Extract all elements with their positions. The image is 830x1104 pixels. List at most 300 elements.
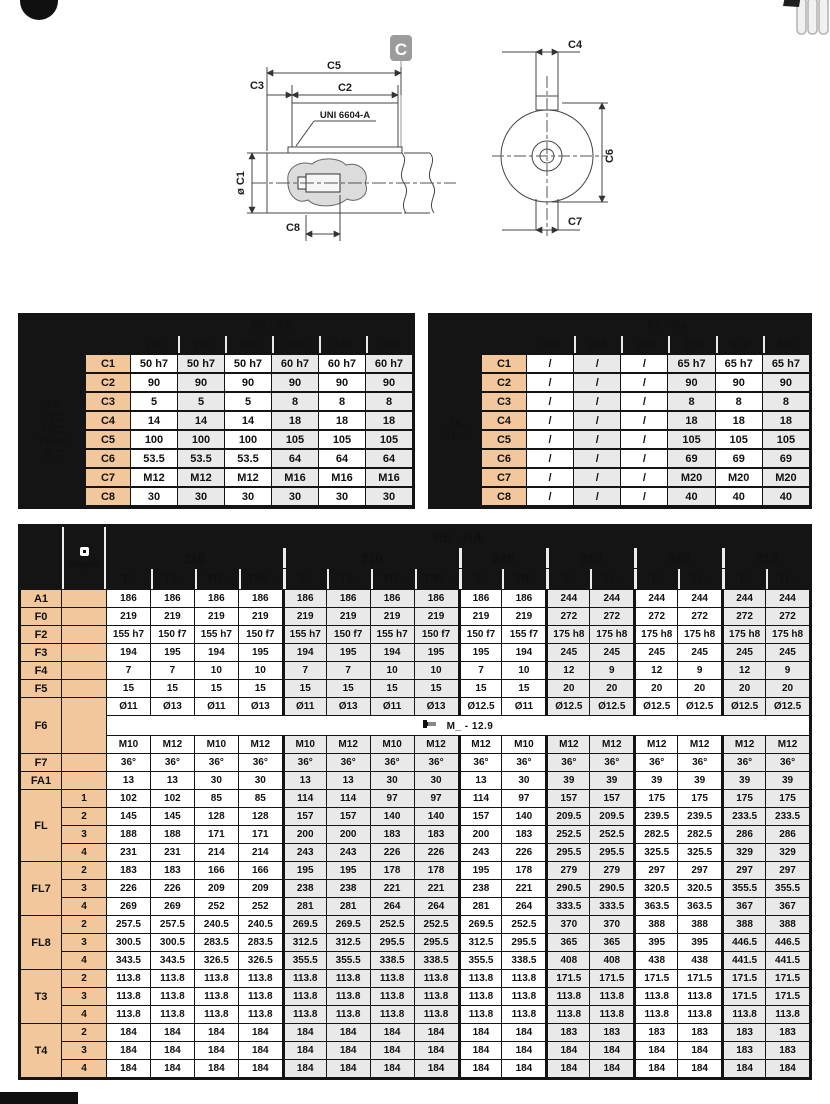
f6-note-cell: [107, 716, 809, 735]
value-cell: Ø13: [415, 698, 458, 715]
value-cell: 184: [151, 1060, 194, 1077]
value-cell: Ø11: [107, 698, 150, 715]
stage-cell: [62, 662, 106, 679]
value-cell: 441.5: [722, 952, 765, 969]
value-cell: 184: [239, 1042, 282, 1059]
stage-cell: [62, 590, 106, 607]
value-cell: 186: [459, 590, 502, 607]
value-cell: 10: [502, 662, 545, 679]
value-cell: 226: [107, 880, 150, 897]
value-cell: 13: [327, 772, 370, 789]
value-cell: 18: [272, 412, 318, 429]
value-cell: 184: [195, 1060, 238, 1077]
value-cell: 183: [107, 862, 150, 879]
value-cell: 14: [131, 412, 177, 429]
value-cell: 7: [107, 662, 150, 679]
value-cell: 113.8: [107, 1006, 150, 1023]
value-cell: 102: [107, 790, 150, 807]
value-cell: 40: [716, 488, 762, 505]
stage-cell: 2: [62, 862, 106, 879]
value-cell: 243: [327, 844, 370, 861]
value-cell: 9: [590, 662, 633, 679]
value-cell: 166: [239, 862, 282, 879]
value-cell: 184: [151, 1042, 194, 1059]
value-cell: 171.5: [722, 988, 765, 1005]
value-cell: 238: [327, 880, 370, 897]
value-cell: 183: [151, 862, 194, 879]
value-cell: 15: [107, 680, 150, 697]
value-cell: Ø13: [327, 698, 370, 715]
table-title: RE - RA: [131, 317, 412, 334]
value-cell: 184: [415, 1060, 458, 1077]
value-cell: 219: [371, 608, 414, 625]
value-cell: 36°: [151, 754, 194, 771]
value-cell: 184: [195, 1024, 238, 1041]
value-cell: 300.5: [151, 934, 194, 951]
value-cell: 219: [239, 608, 282, 625]
value-cell: 64: [272, 450, 318, 467]
value-cell: 13: [283, 772, 326, 789]
value-cell: 175 h8: [634, 626, 677, 643]
value-cell: 297: [634, 862, 677, 879]
value-cell: 100: [131, 431, 177, 448]
value-cell: 90: [225, 374, 271, 391]
value-cell: 219: [151, 608, 194, 625]
dim-label-c7: C7: [568, 216, 583, 228]
value-cell: 226: [502, 844, 545, 861]
value-cell: 113.8: [722, 1006, 765, 1023]
value-cell: 171.5: [766, 988, 809, 1005]
value-cell: 184: [502, 1060, 545, 1077]
value-cell: 157: [546, 790, 589, 807]
shaft-end-view-drawing: [472, 38, 657, 250]
value-cell: 370: [590, 916, 633, 933]
f6-note-text: M_ - 12.9: [446, 721, 494, 732]
size-column-header: 610: [366, 336, 412, 353]
value-cell: Ø13: [151, 698, 194, 715]
value-cell: 14: [178, 412, 224, 429]
value-cell: 195: [151, 644, 194, 661]
value-cell: Ø13: [239, 698, 282, 715]
value-cell: 184: [634, 1060, 677, 1077]
value-cell: 36°: [239, 754, 282, 771]
value-cell: 233.5: [766, 808, 809, 825]
value-cell: 184: [678, 1042, 721, 1059]
value-cell: 231: [151, 844, 194, 861]
main-table-element: [18, 524, 812, 1080]
value-cell: M16: [319, 469, 365, 486]
value-cell: 36°: [502, 754, 545, 771]
value-cell: 195: [239, 644, 282, 661]
stage-cell: 3: [62, 934, 106, 951]
value-cell: 221: [502, 880, 545, 897]
value-cell: 295.5: [371, 934, 414, 951]
stage-cell: 4: [62, 1006, 106, 1023]
stage-cell: 4: [62, 1060, 106, 1077]
value-cell: 157: [459, 808, 502, 825]
stage-cell: 3: [62, 826, 106, 843]
value-cell: 238: [459, 880, 502, 897]
value-cell: 272: [590, 608, 633, 625]
value-cell: 312.5: [283, 934, 326, 951]
value-cell: 30: [239, 772, 282, 789]
value-cell: /: [527, 355, 573, 372]
table-title: RE - RA: [107, 527, 809, 547]
dim-label-c5: C5: [326, 60, 342, 72]
value-cell: 113.8: [459, 1006, 502, 1023]
value-cell: 219: [283, 608, 326, 625]
value-cell: 264: [371, 898, 414, 915]
value-cell: 155 h7: [283, 626, 326, 643]
value-cell: 178: [502, 862, 545, 879]
value-cell: 36°: [546, 754, 589, 771]
value-cell: 105: [668, 431, 714, 448]
value-cell: 269: [107, 898, 150, 915]
value-cell: 183: [415, 826, 458, 843]
dimension-table: [428, 313, 812, 509]
value-cell: M20: [763, 469, 809, 486]
value-cell: 171: [239, 826, 282, 843]
value-cell: 184: [590, 1060, 633, 1077]
value-cell: 283.5: [239, 934, 282, 951]
value-cell: 312.5: [459, 934, 502, 951]
value-cell: 184: [239, 1024, 282, 1041]
value-cell: 279: [546, 862, 589, 879]
value-cell: 238: [283, 880, 326, 897]
value-cell: 214: [239, 844, 282, 861]
value-cell: 53.5: [225, 450, 271, 467]
subcolumn-header: T1_: [327, 569, 370, 589]
value-cell: 438: [634, 952, 677, 969]
value-cell: 113.8: [283, 1006, 326, 1023]
value-cell: /: [527, 450, 573, 467]
value-cell: 8: [668, 393, 714, 410]
table-corner: [21, 317, 130, 353]
value-cell: 175: [766, 790, 809, 807]
value-cell: 184: [371, 1024, 414, 1041]
value-cell: 13: [107, 772, 150, 789]
value-cell: 333.5: [546, 898, 589, 915]
value-cell: 326.5: [239, 952, 282, 969]
size-column-header: 240: [621, 336, 667, 353]
value-cell: 200: [459, 826, 502, 843]
row-label: FL: [21, 790, 61, 861]
row-label: F4: [21, 662, 61, 679]
value-cell: 184: [195, 1042, 238, 1059]
value-cell: /: [621, 412, 667, 429]
value-cell: 184: [546, 1042, 589, 1059]
value-cell: 105: [763, 431, 809, 448]
value-cell: 13: [151, 772, 194, 789]
value-cell: 113.8: [107, 970, 150, 987]
value-cell: 30: [131, 488, 177, 505]
value-cell: 194: [371, 644, 414, 661]
subcolumn-header: TR_: [371, 569, 414, 589]
value-cell: 113.8: [678, 988, 721, 1005]
value-cell: Ø11: [502, 698, 545, 715]
value-cell: 244: [634, 590, 677, 607]
value-cell: 244: [546, 590, 589, 607]
value-cell: 175: [722, 790, 765, 807]
main-dimension-table: [18, 524, 812, 1080]
value-cell: 326.5: [195, 952, 238, 969]
model-name: TC: [45, 399, 61, 412]
value-cell: 355.5: [459, 952, 502, 969]
dimension-table: [18, 313, 415, 509]
value-cell: 184: [459, 1042, 502, 1059]
stage-cell: 3: [62, 880, 106, 897]
value-cell: 97: [371, 790, 414, 807]
section-badge-label: C: [394, 40, 408, 59]
value-cell: 113.8: [766, 1006, 809, 1023]
value-cell: 113.8: [195, 970, 238, 987]
size-group-header: 210: [283, 548, 458, 568]
value-cell: 128: [239, 808, 282, 825]
value-cell: 264: [502, 898, 545, 915]
stages-label: stages: [68, 558, 100, 570]
value-cell: 184: [766, 1060, 809, 1077]
value-cell: 155 h7: [195, 626, 238, 643]
dimension-row-label: C6: [482, 450, 526, 467]
value-cell: 30: [178, 488, 224, 505]
dim-label-c6: C6: [604, 148, 616, 164]
value-cell: 145: [107, 808, 150, 825]
value-cell: 105: [319, 431, 365, 448]
value-cell: Ø12.5: [634, 698, 677, 715]
value-cell: 20: [590, 680, 633, 697]
value-cell: 113.8: [151, 970, 194, 987]
corner-dot: [20, 0, 58, 20]
value-cell: 113.8: [327, 970, 370, 987]
value-cell: 113.8: [239, 970, 282, 987]
value-cell: 295.5: [502, 934, 545, 951]
value-cell: /: [621, 431, 667, 448]
value-cell: 252.5: [371, 916, 414, 933]
value-cell: 155 f7: [502, 626, 545, 643]
value-cell: 194: [283, 644, 326, 661]
value-cell: 408: [546, 952, 589, 969]
dimension-row-label: C2: [86, 374, 130, 391]
value-cell: 15: [327, 680, 370, 697]
value-cell: 39: [678, 772, 721, 789]
value-cell: 183: [590, 1024, 633, 1041]
value-cell: M20: [716, 469, 762, 486]
value-cell: 30: [371, 772, 414, 789]
value-cell: 36°: [327, 754, 370, 771]
value-cell: 113.8: [502, 988, 545, 1005]
value-cell: 157: [590, 790, 633, 807]
value-cell: 184: [327, 1024, 370, 1041]
value-cell: 283.5: [195, 934, 238, 951]
value-cell: 50 h7: [225, 355, 271, 372]
value-cell: 186: [415, 590, 458, 607]
value-cell: 85: [195, 790, 238, 807]
model-series-label: [431, 355, 481, 505]
value-cell: 290.5: [546, 880, 589, 897]
value-cell: 184: [590, 1042, 633, 1059]
row-label: F2: [21, 626, 61, 643]
value-cell: 279: [590, 862, 633, 879]
value-cell: 281: [459, 898, 502, 915]
value-cell: 113.8: [590, 988, 633, 1005]
size-column-header: 310: [668, 336, 714, 353]
value-cell: 245: [590, 644, 633, 661]
size-column-header: 210: [178, 336, 224, 353]
stage-cell: [62, 626, 106, 643]
value-cell: 157: [327, 808, 370, 825]
value-cell: 188: [107, 826, 150, 843]
value-cell: 39: [590, 772, 633, 789]
stage-cell: 1: [62, 790, 106, 807]
value-cell: 113.8: [371, 1006, 414, 1023]
value-cell: 388: [766, 916, 809, 933]
value-cell: 329: [722, 844, 765, 861]
dim-label-c3: C3: [249, 80, 264, 92]
value-cell: 113.8: [459, 970, 502, 987]
stage-cell: 2: [62, 916, 106, 933]
value-cell: 15: [195, 680, 238, 697]
size-column-header: 240: [225, 336, 271, 353]
value-cell: 184: [459, 1060, 502, 1077]
value-cell: 53.5: [131, 450, 177, 467]
value-cell: M12: [327, 736, 370, 753]
value-cell: 171.5: [546, 970, 589, 987]
value-cell: 30: [319, 488, 365, 505]
value-cell: 290.5: [590, 880, 633, 897]
value-cell: 245: [634, 644, 677, 661]
value-cell: 18: [763, 412, 809, 429]
value-cell: 221: [415, 880, 458, 897]
dimension-row-label: C8: [86, 488, 130, 505]
value-cell: 175 h8: [678, 626, 721, 643]
value-cell: 186: [327, 590, 370, 607]
value-cell: 295.5: [546, 844, 589, 861]
value-cell: 446.5: [722, 934, 765, 951]
value-cell: 297: [678, 862, 721, 879]
value-cell: 184: [415, 1024, 458, 1041]
value-cell: 188: [151, 826, 194, 843]
value-cell: 171.5: [678, 970, 721, 987]
value-cell: /: [527, 393, 573, 410]
value-cell: 272: [546, 608, 589, 625]
subcolumn-header: T_: [283, 569, 326, 589]
value-cell: 10: [415, 662, 458, 679]
size-column-header: 310: [272, 336, 318, 353]
value-cell: 60 h7: [319, 355, 365, 372]
value-cell: 150 f7: [459, 626, 502, 643]
value-cell: /: [621, 374, 667, 391]
value-cell: 39: [546, 772, 589, 789]
value-cell: 90: [668, 374, 714, 391]
value-cell: 183: [722, 1042, 765, 1059]
value-cell: 286: [766, 826, 809, 843]
value-cell: 184: [283, 1024, 326, 1041]
value-cell: 60 h7: [272, 355, 318, 372]
dim-label-c8: C8: [285, 222, 300, 234]
value-cell: 105: [272, 431, 318, 448]
value-cell: 140: [415, 808, 458, 825]
value-cell: 184: [239, 1060, 282, 1077]
value-cell: 64: [366, 450, 412, 467]
value-cell: 40: [668, 488, 714, 505]
value-cell: 329: [766, 844, 809, 861]
value-cell: 252.5: [546, 826, 589, 843]
stage-cell: 4: [62, 898, 106, 915]
dimension-row-label: C1: [482, 355, 526, 372]
value-cell: 36°: [722, 754, 765, 771]
value-cell: 184: [546, 1060, 589, 1077]
value-cell: 113.8: [107, 988, 150, 1005]
value-cell: 105: [366, 431, 412, 448]
value-cell: 252: [239, 898, 282, 915]
value-cell: 184: [722, 1060, 765, 1077]
value-cell: 155 h7: [107, 626, 150, 643]
value-cell: 184: [678, 1060, 721, 1077]
value-cell: 295.5: [590, 844, 633, 861]
value-cell: Ø11: [283, 698, 326, 715]
value-cell: 128: [195, 808, 238, 825]
value-cell: Ø12.5: [590, 698, 633, 715]
value-cell: 245: [546, 644, 589, 661]
value-cell: 15: [459, 680, 502, 697]
dim-label-c1: ø C1: [235, 171, 247, 195]
value-cell: 10: [371, 662, 414, 679]
value-cell: 269.5: [459, 916, 502, 933]
row-label: F3: [21, 644, 61, 661]
value-cell: 36°: [590, 754, 633, 771]
size-group-header: 510: [634, 548, 721, 568]
value-cell: 65 h7: [763, 355, 809, 372]
value-cell: 388: [678, 916, 721, 933]
value-cell: 171.5: [590, 970, 633, 987]
stage-cell: 2: [62, 808, 106, 825]
dim-label-c2: C2: [337, 82, 353, 94]
value-cell: 30: [225, 488, 271, 505]
value-cell: 40: [763, 488, 809, 505]
subcolumn-header: T_: [107, 569, 150, 589]
size-column-header: 210: [574, 336, 620, 353]
value-cell: 65 h7: [716, 355, 762, 372]
model-name: T1C: [42, 411, 64, 424]
value-cell: 113.8: [546, 988, 589, 1005]
value-cell: 113.8: [415, 1006, 458, 1023]
value-cell: 184: [107, 1024, 150, 1041]
value-cell: 184: [151, 1024, 194, 1041]
value-cell: 388: [722, 916, 765, 933]
value-cell: 333.5: [590, 898, 633, 915]
value-cell: 8: [319, 393, 365, 410]
value-cell: 226: [371, 844, 414, 861]
value-cell: 272: [722, 608, 765, 625]
value-cell: 252.5: [502, 916, 545, 933]
value-cell: 175: [634, 790, 677, 807]
value-cell: 7: [283, 662, 326, 679]
size-group-header: 240: [459, 548, 546, 568]
value-cell: 113.8: [634, 1006, 677, 1023]
value-cell: 97: [502, 790, 545, 807]
value-cell: 252.5: [415, 916, 458, 933]
value-cell: M10: [107, 736, 150, 753]
row-label: F6: [21, 698, 61, 753]
value-cell: M12: [415, 736, 458, 753]
value-cell: 219: [415, 608, 458, 625]
value-cell: 219: [459, 608, 502, 625]
value-cell: M12: [634, 736, 677, 753]
value-cell: 140: [371, 808, 414, 825]
value-cell: 282.5: [678, 826, 721, 843]
subcolumn-header: T_: [634, 569, 677, 589]
value-cell: 8: [763, 393, 809, 410]
